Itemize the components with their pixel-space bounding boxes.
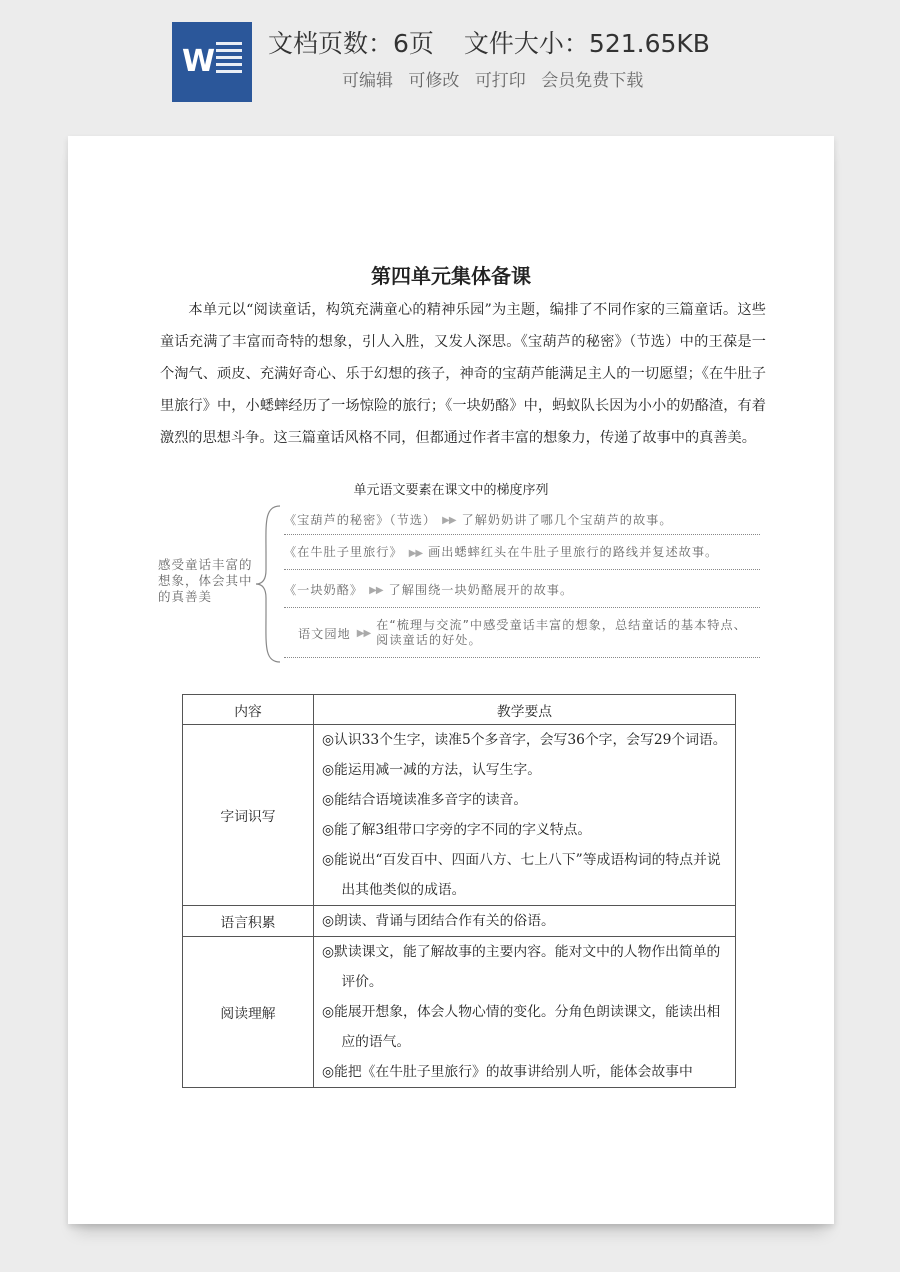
sequence-row (284, 609, 760, 658)
table-row (183, 725, 736, 906)
brace-icon (254, 504, 284, 664)
table-header-content: 内容 (183, 695, 314, 725)
double-arrow-icon: ▶▶ (369, 585, 383, 596)
teaching-point: ◎能说出“百发百中、四面八方、七上八下”等成语构词的特点并说出其他类似的成语。 (322, 852, 721, 898)
download-header (0, 0, 900, 120)
table-category: 语言积累 (183, 906, 314, 937)
teaching-point: ◎默读课文，能了解故事的主要内容。能对文中的人物作出简单的评价。 (322, 944, 721, 990)
word-document-icon (172, 22, 252, 102)
sequence-row-label: 《在牛肚子里旅行》 (284, 545, 403, 559)
intro-paragraph: 本单元以“阅读童话，构筑充满童心的精神乐园”为主题，编排了不同作家的三篇童话。这些童话充满了丰富而奇特的想象，引人入胜，又发人深思。《宝葫芦的秘密》（节选）中的王葆是一个淘气、顽皮、充满好奇心、乐于幻想的孩子，神奇的宝葫芦能满足主人的一切愿望；《在牛肚子里旅行》中，小蟋蟀经历了一场惊险的旅行；《一块奶酪》中，蚂蚁队长因为小小的奶酪渣，有着激烈的思想斗争。这三篇童话风格不同，但都通过作者丰富的想象力，传递了故事中的真善美。 (160, 302, 766, 446)
file-size: 文件大小：521.65KB (463, 29, 710, 58)
sequence-row-text: 在“梳理与交流”中感受童话丰富的想象，总结童话的基本特点、阅读童话的好处。 (376, 618, 747, 647)
feature-modifiable: 可修改 (408, 71, 460, 91)
sequence-row (284, 571, 760, 608)
teaching-point: ◎能结合语境读准多音字的读音。 (322, 792, 528, 808)
sequence-row-text: 了解围绕一块奶酪展开的故事。 (388, 582, 574, 597)
table-points (314, 937, 736, 1088)
word-icon-letter: W (182, 44, 216, 79)
feature-member-download: 会员免费下载 (541, 71, 644, 91)
file-stats (268, 24, 710, 60)
double-arrow-icon: ▶▶ (408, 548, 423, 559)
document-title: 第四单元集体备课 (371, 264, 531, 288)
teaching-point: ◎朗读、背诵与团结合作有关的俗语。 (322, 913, 555, 929)
table-row (183, 937, 736, 1088)
document-page (68, 136, 834, 1224)
double-arrow-icon: ▶▶ (442, 515, 456, 526)
sequence-row (284, 504, 760, 535)
sequence-goal: 感受童话丰富的想象，体会其中的真善美 (158, 557, 253, 604)
sequence-row (284, 536, 760, 570)
sequence-row-text: 了解奶奶讲了哪几个宝葫芦的故事。 (461, 512, 673, 527)
sequence-row-label: 《宝葫芦的秘密》（节选） (284, 512, 437, 527)
table-points (314, 725, 736, 906)
feature-editable: 可编辑 (342, 71, 393, 91)
feature-list (342, 66, 653, 91)
table-header-points: 教学要点 (314, 695, 736, 725)
feature-printable: 可打印 (474, 71, 526, 91)
table-category: 阅读理解 (183, 937, 314, 1088)
table-row (183, 906, 736, 937)
sequence-row-label: 语文园地 (298, 626, 351, 641)
teaching-point: ◎能运用减一减的方法，认写生字。 (322, 762, 541, 778)
teaching-point: ◎能把《在牛肚子里旅行》的故事讲给别人听，能体会故事中 (322, 1064, 693, 1080)
page-count: 文档页数：6页 (268, 29, 434, 58)
table-category: 字词识写 (183, 725, 314, 906)
teaching-point: ◎认识33个生字，读准5个多音字，会写36个字，会写29个词语。 (322, 732, 727, 748)
teaching-point: ◎能了解3组带口字旁的字不同的字义特点。 (322, 822, 592, 838)
sequence-title: 单元语文要素在课文中的梯度序列 (353, 483, 549, 498)
table-points (314, 906, 736, 937)
double-arrow-icon: ▶▶ (356, 627, 371, 639)
sequence-row-text: 画出蟋蟀红头在牛肚子里旅行的路线并复述故事。 (428, 545, 719, 559)
teaching-points-table (182, 694, 736, 1088)
teaching-point: ◎能展开想象，体会人物心情的变化。分角色朗读课文，能读出相应的语气。 (322, 1004, 721, 1050)
sequence-row-label: 《一块奶酪》 (284, 582, 364, 597)
